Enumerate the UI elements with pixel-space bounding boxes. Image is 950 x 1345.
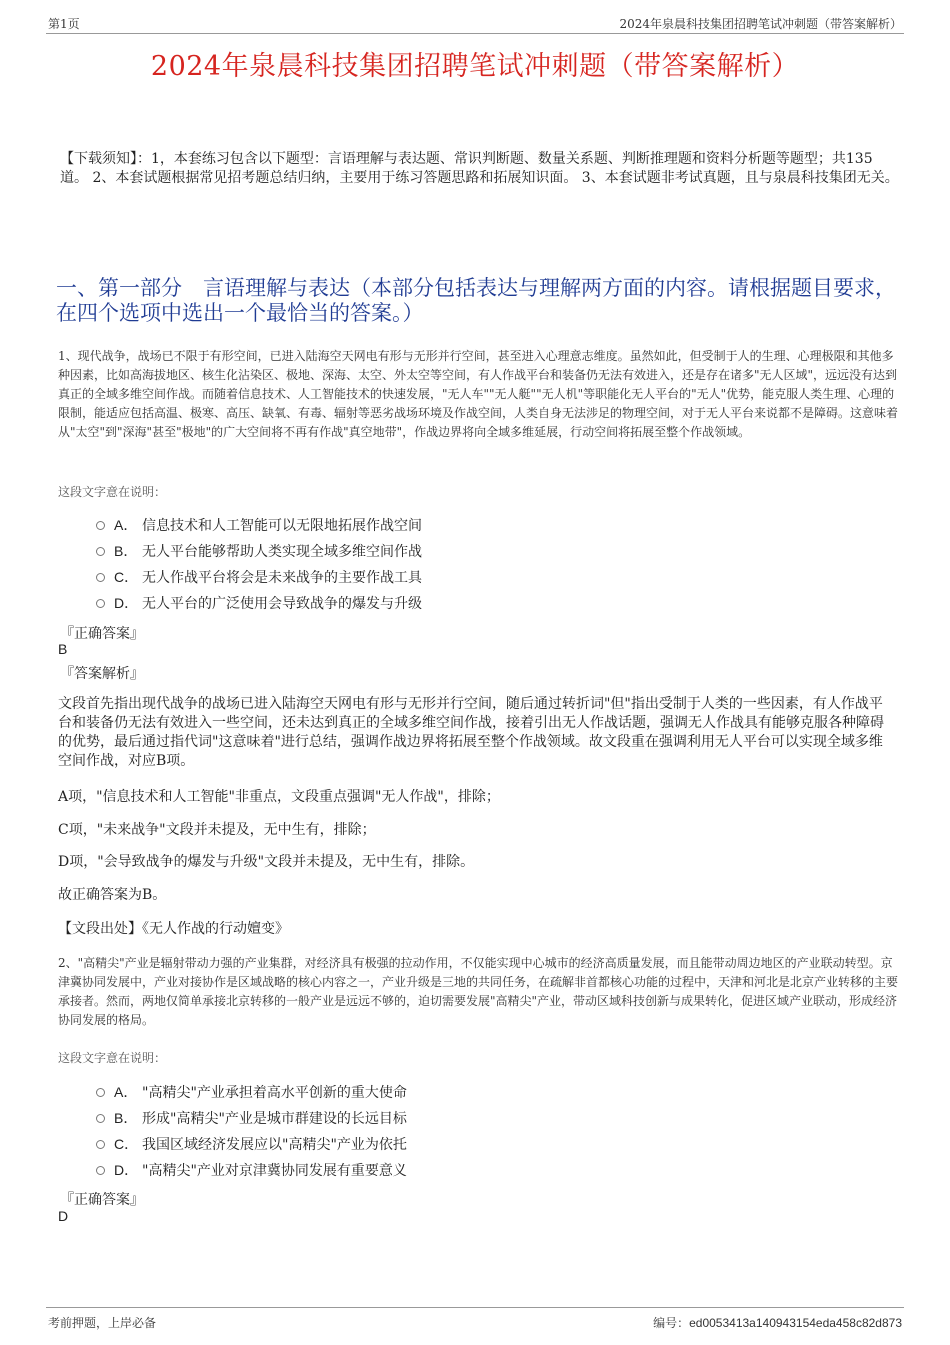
source-citation: 【文段出处】《无人作战的行动嬗变》 [58,921,289,937]
header-doc-title: 2024年泉晨科技集团招聘笔试冲刺题（带答案解析） [619,17,902,31]
answer-value: D [58,1208,69,1224]
option-label: B． [114,1110,138,1126]
radio-icon[interactable] [96,521,105,530]
section-title: 一、第一部分 言语理解与表达（本部分包括表达与理解两方面的内容。请根据题目要求，在四个选项中选出一个最恰当的答案。） [56,276,896,325]
option-text: 无人平台的广泛使用会导致战争的爆发与升级 [142,596,422,612]
footer-rule [46,1307,904,1308]
answer-heading: 『正确答案』 [60,1192,144,1208]
radio-icon[interactable] [96,1166,105,1175]
radio-icon[interactable] [96,1114,105,1123]
radio-icon[interactable] [96,1140,105,1149]
analysis-note: A项，"信息技术和人工智能"非重点，文段重点强调"无人作战"，排除； [58,789,500,805]
option-text: 无人作战平台将会是未来战争的主要作战工具 [142,570,422,586]
question-1-options [96,512,796,616]
page-number: 第1页 [48,17,80,31]
option-label: B． [114,543,138,559]
question-1-ask: 这段文字意在说明： [58,485,167,499]
analysis-conclusion: 故正确答案为B。 [58,887,167,903]
option-text: 我国区域经济发展应以"高精尖"产业为依托 [142,1137,407,1153]
option-text: "高精尖"产业承担着高水平创新的重大使命 [142,1085,407,1101]
option-b[interactable] [96,1105,796,1131]
analysis-heading: 『答案解析』 [60,666,144,682]
radio-icon[interactable] [96,599,105,608]
option-b[interactable] [96,538,796,564]
option-label: D． [114,595,139,611]
download-notice: 【下载须知】：1，本套练习包含以下题型：言语理解与表达题、常识判断题、数量关系题、判断推理题和资料分析题等题型；共135道。 2、本套试题根据常见招考题总结归纳，主要用于练习答题思路和拓展知识面。 3、本套试题非考试真题，且与泉晨科技集团无关。 [60,151,899,186]
option-text: 信息技术和人工智能可以无限地拓展作战空间 [142,518,422,534]
option-text: 形成"高精尖"产业是城市群建设的长远目标 [142,1111,407,1127]
option-label: D． [114,1162,139,1178]
analysis-text: 文段首先指出现代战争的战场已进入陆海空天网电有形与无形并行空间，随后通过转折词"但"指出受制于人类的一些因素，有人作战平台和装备仍无法有效进入一些空间，还未达到真正的全域多维空间作战，接着引出无人作战话题，强调无人作战具有能够克服各种障碍的优势，最后通过指代词"这意味着"进行总结，强调作战边界将拓展至整个作战领域。故文段重在强调利用无人平台可以实现全域多维空间作战，对应B项。 [58,696,884,769]
option-c[interactable] [96,1131,796,1157]
option-a[interactable] [96,1079,796,1105]
option-text: 无人平台能够帮助人类实现全域多维空间作战 [142,544,422,560]
header-rule [46,33,904,34]
option-d[interactable] [96,1157,796,1183]
question-1-stem: 1、现代战争，战场已不限于有形空间，已进入陆海空天网电有形与无形并行空间，甚至进入心理意志维度。虽然如此，但受制于人的生理、心理极限和其他多种因素，比如高海拔地区、核生化沾染区、极地、深海、太空、外太空等空间，有人作战平台和装备仍无法有效进入，还是存在诸多"无人区域"，远远没有达到真正的全域多维空间作战。而随着信息技术、人工智能技术的快速发展，"无人车""无人艇""无人机"等职能化无人平台的"无人"优势，能克服人类生理、心理的限制，能适应包括高温、极寒、高压、缺氧、有毒、辐射等恶劣战场环境及作战空间，人类自身无法涉足的物理空间，对于无人平台来说都不是障碍。这意味着从"太空"到"深海"甚至"极地"的广大空间将不再有作战"真空地带"，作战边界将向全域多维延展，行动空间将拓展至整个作战领域。 [58,349,899,439]
analysis-note: D项，"会导致战争的爆发与升级"文段并未提及，无中生有，排除。 [58,854,475,870]
answer-heading: 『正确答案』 [60,626,144,642]
answer-value: B [58,641,68,657]
radio-icon[interactable] [96,547,105,556]
radio-icon[interactable] [96,573,105,582]
option-label: A． [114,1084,138,1100]
question-2-options [96,1079,796,1183]
option-text: "高精尖"产业对京津冀协同发展有重要意义 [142,1163,407,1179]
analysis-note: C项，"未来战争"文段并未提及，无中生有，排除； [58,822,376,838]
option-label: C． [114,569,139,585]
page-title: 2024年泉晨科技集团招聘笔试冲刺题（带答案解析） [150,51,800,82]
option-label: A． [114,517,138,533]
option-label: C． [114,1136,139,1152]
footer-slogan: 考前押题，上岸必备 [48,1316,157,1330]
option-c[interactable] [96,564,796,590]
option-d[interactable] [96,590,796,616]
question-2-stem: 2、"高精尖"产业是辐射带动力强的产业集群，对经济具有极强的拉动作用，不仅能实现中心城市的经济高质量发展，而且能带动周边地区的产业联动转型。京津冀协同发展中，产业对接协作是区域战略的核心内容之一，产业升级是三地的共同任务，在疏解非首都核心功能的过程中，天津和河北是北京产业转移的主要承接者。然而，两地仅简单承接北京转移的一般产业是远远不够的，迫切需要发展"高精尖"产业，带动区域科技创新与成果转化，促进区域产业联动，形成经济协同发展的格局。 [58,956,899,1027]
footer-code [653,1314,902,1331]
footer-code-value: ed0053413a140943154eda458c82d873 [689,1316,902,1330]
footer-code-label: 编号： [653,1316,690,1330]
radio-icon[interactable] [96,1088,105,1097]
option-a[interactable] [96,512,796,538]
question-2-ask: 这段文字意在说明： [58,1051,167,1065]
